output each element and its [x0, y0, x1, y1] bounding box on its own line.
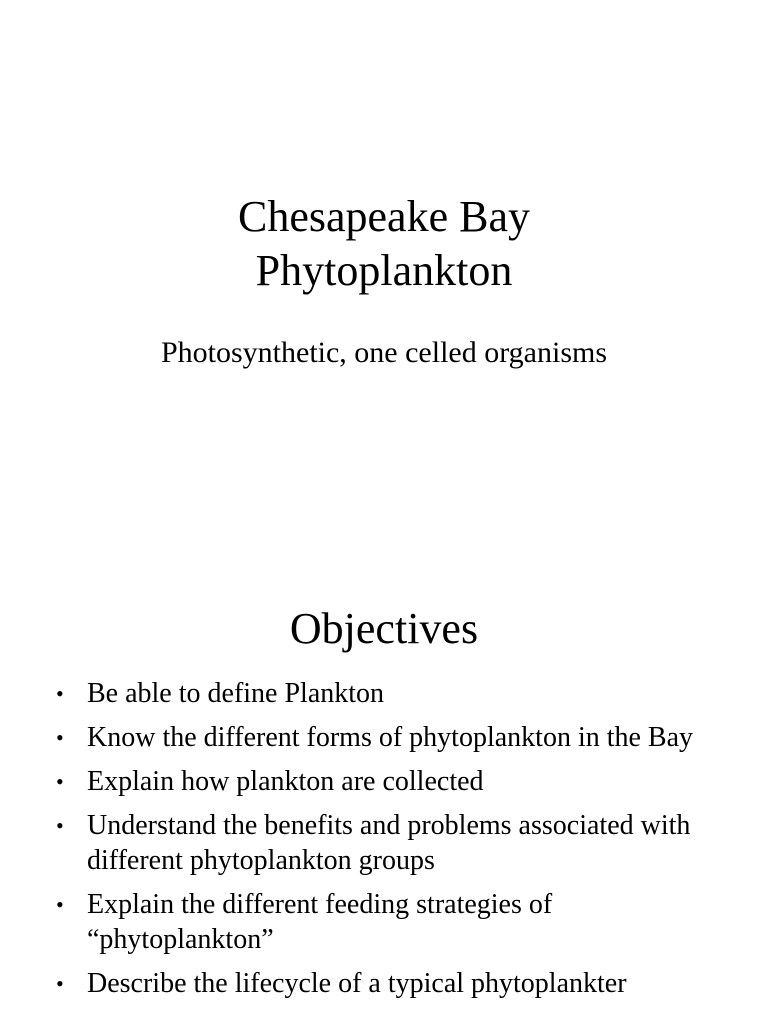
- list-item: [56, 720, 696, 755]
- bullet-icon: •: [56, 892, 64, 917]
- bullet-icon: •: [56, 725, 64, 750]
- list-item: [56, 764, 696, 799]
- list-item: [56, 676, 696, 711]
- list-item-text: Describe the lifecycle of a typical phytoplankter: [87, 968, 627, 999]
- list-item-text: Be able to define Plankton: [87, 678, 385, 709]
- bullet-icon: •: [56, 813, 64, 838]
- bullet-icon: •: [56, 971, 64, 996]
- list-item-text: Understand the benefits and problems associated with different phytoplankton groups: [87, 810, 691, 876]
- slide-objectives: [0, 576, 768, 1024]
- list-item-text: Know the different forms of phytoplankton in the Bay: [87, 722, 694, 753]
- list-item: [56, 808, 696, 878]
- slide-title-heading: [0, 190, 768, 298]
- list-item: [56, 966, 696, 1001]
- objectives-list: [56, 676, 696, 1010]
- list-item-text: Explain how plankton are collected: [87, 766, 484, 797]
- list-item-text: Explain the different feeding strategies of “phytoplankton”: [87, 889, 553, 955]
- title-line-2: Phytoplankton: [255, 246, 513, 295]
- bullet-icon: •: [56, 769, 64, 794]
- objectives-heading: Objectives: [289, 604, 479, 653]
- slide-subtitle: Photosynthetic, one celled organisms: [160, 336, 608, 369]
- title-line-1: Chesapeake Bay: [238, 192, 530, 241]
- bullet-icon: •: [56, 681, 64, 706]
- list-item: [56, 887, 696, 957]
